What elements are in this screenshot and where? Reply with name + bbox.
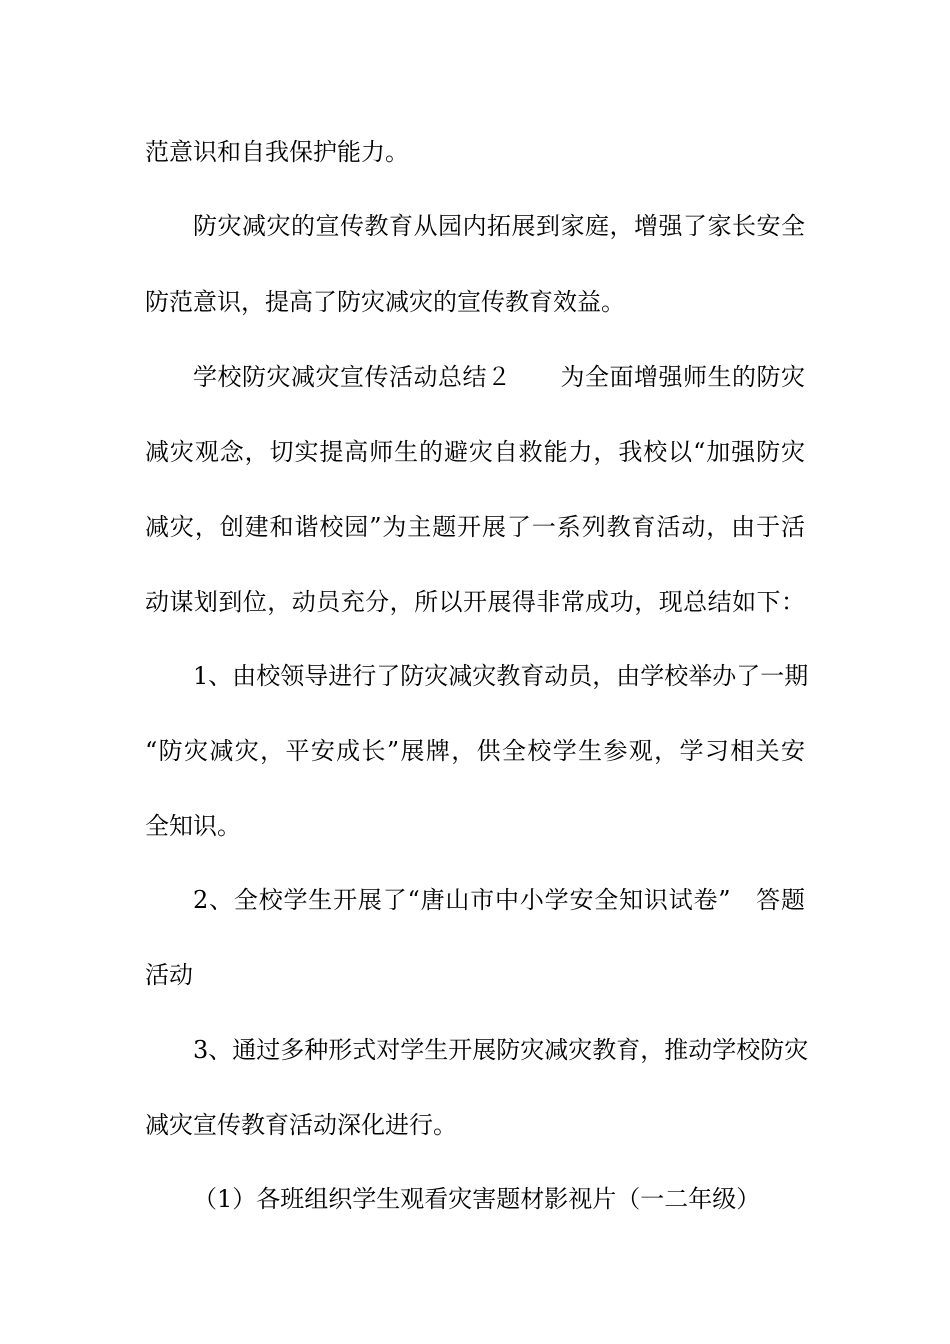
text-line-14: 减灾宣传教育活动深化进行。 xyxy=(145,1111,457,1139)
text-line-1: 范意识和自我保护能力。 xyxy=(145,138,409,166)
text-line-10: 全知识。 xyxy=(145,812,241,840)
text-line-9: “防灾减灾，平安成长”展牌，供全校学生参观，学习相关安 xyxy=(145,737,805,765)
text-line-6: 减灾，创建和谐校园”为主题开展了一系列教育活动，由于活 xyxy=(145,513,805,541)
text-line-7: 动谋划到位，动员充分，所以开展得非常成功，现总结如下： xyxy=(145,588,805,616)
text-line-3: 防范意识，提高了防灾减灾的宣传教育效益。 xyxy=(145,288,625,316)
text-line-13: 3、通过多种形式对学生开展防灾减灾教育，推动学校防灾 xyxy=(193,1036,809,1064)
text-line-2: 防灾减灾的宣传教育从园内拓展到家庭，增强了家长安全 xyxy=(193,212,805,240)
text-line-12: 活动 xyxy=(145,961,193,989)
text-line-8: 1、由校领导进行了防灾减灾教育动员，由学校举办了一期 xyxy=(193,662,809,690)
text-line-11: 2、全校学生开展了“唐山市中小学安全知识试卷” 答题 xyxy=(193,886,805,914)
text-line-4: 学校防灾减灾宣传活动总结２ 为全面增强师生的防灾 xyxy=(193,363,805,391)
text-line-5: 减灾观念，切实提高师生的避灾自救能力，我校以“加强防灾 xyxy=(145,438,805,466)
text-line-15: （1）各班组织学生观看灾害题材影视片（一二年级） xyxy=(193,1185,761,1213)
